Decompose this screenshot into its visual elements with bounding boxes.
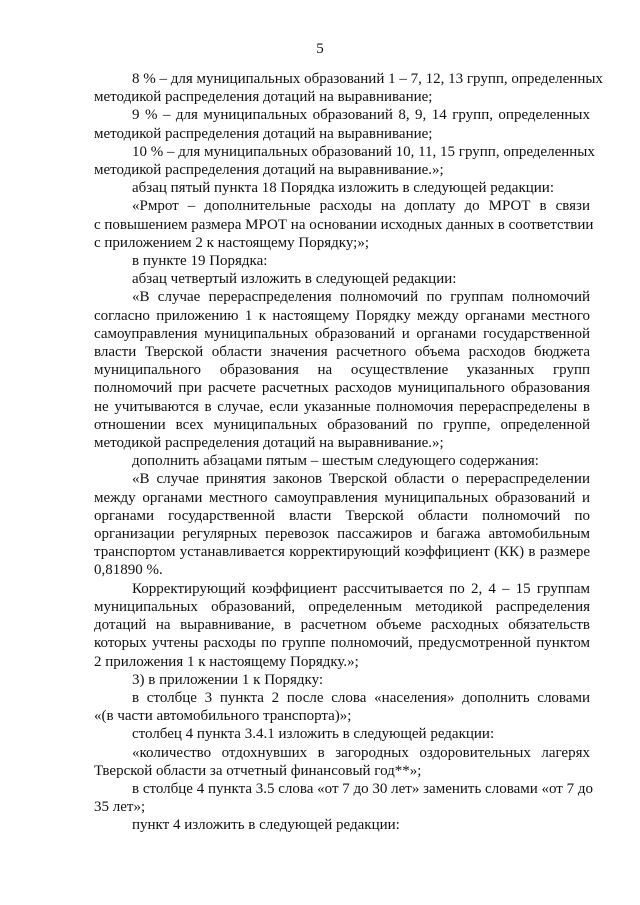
page-number: 5 [316,41,324,57]
text-line: 35 лет»; [94,799,146,816]
text-line: «количество отдохнувших в загородных оздоровительных лагерях [132,744,590,761]
text-line: которых учтены расходы по группе полномочий, предусмотренной пунктом [94,635,590,652]
text-line: транспортом устанавливается корректирующий коэффициент (КК) в размере [94,544,590,561]
paragraph [94,744,590,780]
text-line: в пункте 19 Порядка: [132,253,268,270]
text-line: методикой распределения дотаций на выравнивание; [94,125,433,142]
text-line: власти Тверской области значения расчетного объема расходов бюджета [94,344,590,361]
text-line: с приложением 2 к настоящему Порядку;»; [94,234,369,251]
text-line: в столбце 4 пункта 3.5 слова «от 7 до 30 лет» заменить словами «от 7 до [132,780,593,797]
text-line: методикой распределения дотаций на выравнивание; [94,89,433,106]
text-line: методикой распределения дотаций на выравнивание.»; [94,435,444,452]
text-line: «В случае перераспределения полномочий по группам полномочий [132,289,590,306]
paragraph [94,452,590,470]
paragraph [94,143,595,179]
text-line: органами государственной власти Тверской области полномочий по [94,507,590,524]
text-line: самоуправления муниципальных образований и органами государственной [94,325,590,342]
paragraph [94,270,590,288]
text-line: дотаций на выравнивание, в расчетном объеме расходных обязательств [94,617,590,634]
paragraph [94,288,590,452]
text-line: отношении всех муниципальных образований по группе, определенной [94,416,590,433]
text-line: в столбце 3 пункта 2 после слова «населения» дополнить словами [132,689,590,706]
text-line: полномочий при расчете расчетных расходов муниципального образования [94,380,590,397]
paragraph [94,816,590,834]
text-line: организации регулярных перевозок пассажиров и багажа автомобильным [94,526,590,543]
text-line: 2 приложения 1 к настоящему Порядку.»; [94,653,359,670]
paragraph [94,197,594,252]
document-body [94,70,603,835]
text-line: методикой распределения дотаций на выравнивание.»; [94,162,444,179]
text-line: согласно приложению 1 к настоящему Порядку между органами местного [94,307,590,324]
text-line: муниципальных образований, определенным методикой распределения [94,598,590,615]
text-line: муниципального образования на осуществление указанных групп [94,362,590,379]
text-line: Тверской области за отчетный финансовый год**»; [94,762,422,779]
text-line: абзац четвертый изложить в следующей редакции: [132,271,457,288]
text-line: с повышением размера МРОТ на основании исходных данных в соответствии [94,216,594,233]
paragraph [94,689,590,725]
paragraph [94,70,603,106]
paragraph [94,252,590,270]
text-line: столбец 4 пункта 3.4.1 изложить в следующей редакции: [132,726,495,743]
text-line: 10 % – для муниципальных образований 10, 11, 15 групп, определенных [132,143,595,160]
paragraph [94,580,590,671]
text-line: 3) в приложении 1 к Порядку: [132,671,324,688]
text-line: Корректирующий коэффициент рассчитывается по 2, 4 – 15 группам [132,580,590,597]
text-line: дополнить абзацами пятым – шестым следующего содержания: [132,453,539,470]
text-line: 8 % – для муниципальных образований 1 – 7, 12, 13 групп, определенных [132,71,603,87]
text-line: 0,81890 %. [94,562,163,579]
text-line: 9 % – для муниципальных образований 8, 9, 14 групп, определенных [132,107,590,124]
paragraph [94,470,590,579]
text-line: «Рмрот – дополнительные расходы на доплату до МРОТ в связи [132,198,590,215]
text-line: не учитываются в случае, если указанные полномочия перераспределены в [94,398,590,415]
paragraph [94,106,590,142]
paragraph [94,725,590,743]
text-line: абзац пятый пункта 18 Порядка изложить в следующей редакции: [132,180,555,197]
paragraph [94,780,593,816]
text-line: между органами местного самоуправления муниципальных образований и [94,489,590,506]
paragraph [94,179,590,197]
paragraph [94,671,590,689]
text-line: «(в части автомобильного транспорта)»; [94,708,352,725]
text-line: «В случае принятия законов Тверской области о перераспределении [132,471,590,488]
text-line: пункт 4 изложить в следующей редакции: [132,817,400,834]
